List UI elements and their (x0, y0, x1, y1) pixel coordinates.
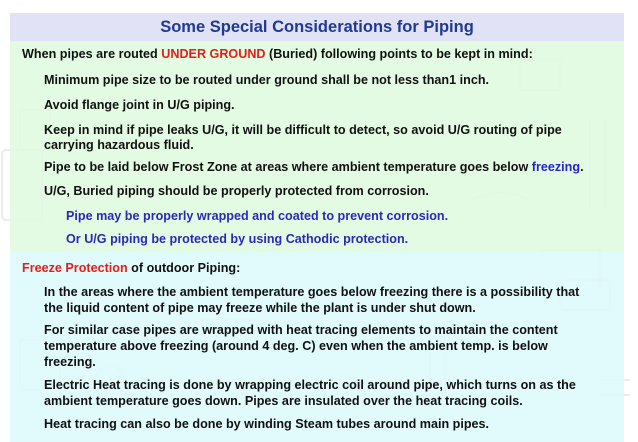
underground-intro-text: When pipes are routed (22, 47, 162, 61)
point-flange: Avoid flange joint in U/G piping. (44, 98, 235, 112)
freeze-highlight: Freeze Protection (22, 261, 128, 275)
point-min-size: Minimum pipe size to be routed under ground shall be not less than1 inch. (44, 73, 490, 87)
underground-intro (22, 46, 533, 63)
subpoint-wrapped: Pipe may be properly wrapped and coated to prevent corrosion. (66, 209, 449, 223)
freeze-heading (22, 260, 240, 277)
freeze-point2-line3: freezing. (44, 355, 96, 369)
point-leak-line2: carrying hazardous fluid. (44, 138, 194, 152)
title-bar (10, 13, 624, 42)
page-title: Some Special Considerations for Piping (160, 18, 474, 36)
point-frost (44, 159, 584, 176)
subpoint-cathodic: Or U/G piping be protected by using Cathodic protection. (66, 232, 409, 246)
freeze-point2-line1: For similar case pipes are wrapped with heat tracing elements to maintain the content (44, 323, 558, 337)
freeze-point1-line1: In the areas where the ambient temperature goes below freezing there is a possibility that (44, 285, 580, 299)
point-leak-line1: Keep in mind if pipe leaks U/G, it will be difficult to detect, so avoid U/G routing of pipe (44, 123, 562, 137)
freeze-point2-line2: temperature above freezing (around 4 deg. C) even when the ambient temp. is below (44, 339, 548, 353)
freezing-highlight: freezing (531, 160, 581, 174)
freeze-point4: Heat tracing can also be done by winding Steam tubes around main pipes. (44, 417, 490, 431)
point-frost-period: . (580, 160, 584, 174)
point-frost-text: Pipe to be laid below Frost Zone at areas where ambient temperature goes below (44, 160, 532, 174)
freeze-point3-line2: ambient temperature goes down. Pipes are insulated over the heat tracing coils. (44, 394, 523, 408)
underground-intro-post: (Buried) following points to be kept in mind: (265, 47, 533, 61)
freeze-heading-post: of outdoor Piping: (127, 261, 241, 275)
freeze-point1-line2: the liquid content of pipe may freeze while the plant is under shut down. (44, 301, 476, 315)
underground-highlight: UNDER GROUND (161, 47, 266, 61)
freeze-point3-line1: Electric Heat tracing is done by wrapping electric coil around pipe, which turns on as the (44, 378, 576, 392)
point-corrosion: U/G, Buried piping should be properly protected from corrosion. (44, 184, 429, 198)
